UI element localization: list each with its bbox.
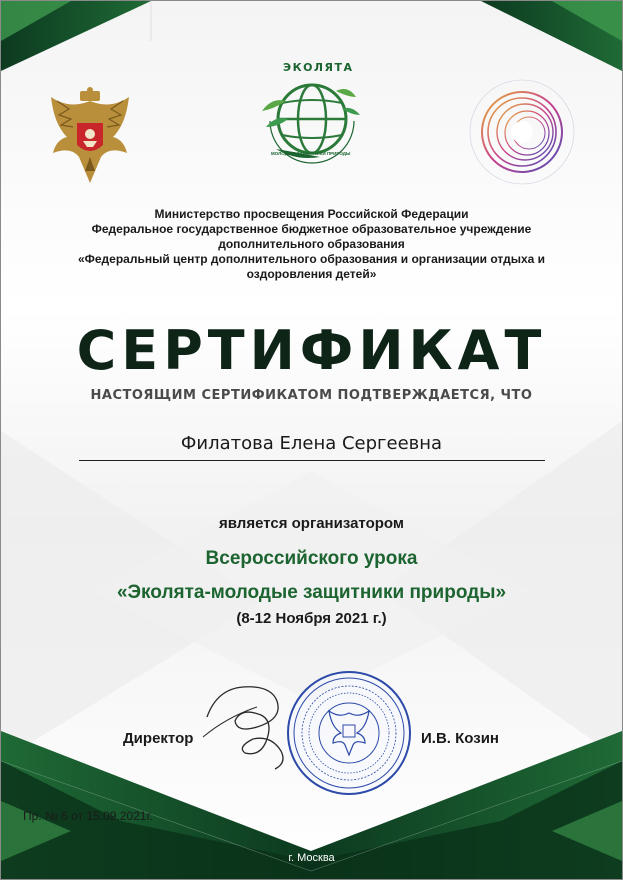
coat-of-arms-icon — [47, 87, 133, 187]
certificate-subtitle: НАСТОЯЩИМ СЕРТИФИКАТОМ ПОДТВЕРЖДАЕТСЯ, ЧТО — [90, 388, 533, 403]
ministry-header — [1, 207, 622, 282]
header-line: Федеральное государственное бюджетное образовательное учреждение — [91, 222, 532, 236]
ekolyata-title: ЭКОЛЯТА — [283, 61, 354, 74]
lesson-title-line1: Всероссийского урока — [205, 548, 418, 569]
director-label: Директор — [123, 730, 194, 747]
official-round-stamp — [285, 669, 413, 797]
document-number: Пр. № 6 от 15.09.2021г. — [23, 809, 153, 823]
director-name: И.В. Козин — [421, 730, 499, 747]
certificate-title: СЕРТИФИКАТ — [76, 319, 547, 382]
header-line: дополнительного образования — [218, 237, 405, 251]
header-line: «Федеральный центр дополнительного образования и организации отдыха и — [77, 252, 546, 266]
ekolyata-subtitle: МОЛОДЫЕ ЗАЩИТНИКИ ПРИРОДЫ — [271, 151, 351, 156]
spiral-emblem — [467, 77, 577, 187]
recipient-role: является организатором — [219, 515, 404, 532]
header-line: оздоровления детей» — [246, 267, 377, 281]
event-dates: (8-12 Ноября 2021 г.) — [236, 610, 387, 627]
header-line: Министерство просвещения Российской Федерации — [154, 207, 469, 221]
recipient-name: Филатова Елена Сергеевна — [180, 433, 443, 454]
name-underline — [79, 460, 545, 461]
city-label: г. Москва — [288, 852, 335, 864]
lesson-title-line2: «Эколята-молодые защитники природы» — [116, 582, 507, 603]
